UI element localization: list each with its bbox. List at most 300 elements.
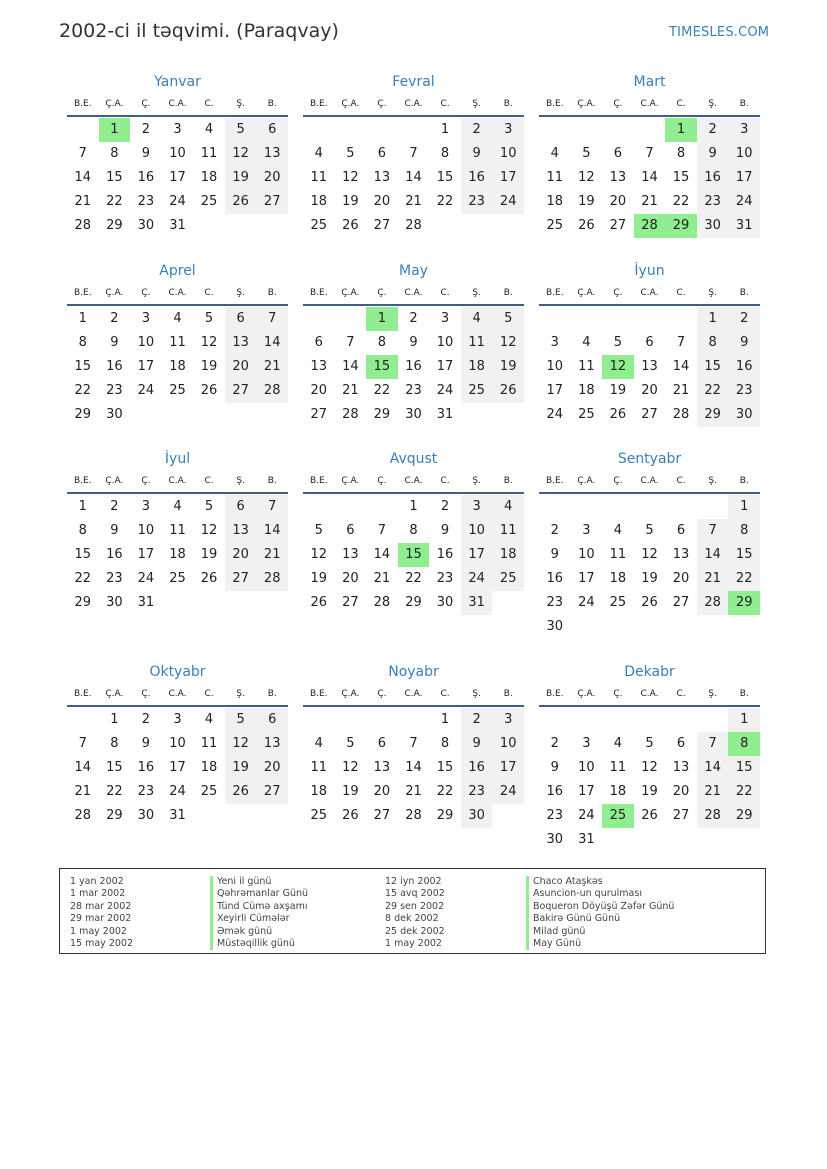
- month-dekabr: [539, 661, 760, 852]
- day-cell: 8: [377, 335, 387, 350]
- day-cell: 13: [373, 170, 391, 185]
- legend-date: 1 mar 2002: [70, 888, 126, 900]
- legend-date: 1 may 2002: [385, 937, 442, 949]
- weekday-label: C.: [440, 689, 450, 699]
- day-cell: 29: [74, 595, 92, 610]
- legend-date: 8 dek 2002: [385, 913, 439, 925]
- weekday-label: Ç.A.: [577, 288, 596, 298]
- empty-cell: [335, 118, 367, 142]
- empty-cell: [602, 708, 634, 732]
- day-cell: 10: [169, 146, 186, 161]
- day-cell: 12: [578, 170, 595, 185]
- day-cell: 25: [200, 194, 218, 209]
- day-cell: 15: [728, 543, 760, 567]
- weekday-label: B.: [503, 476, 513, 486]
- empty-cell: [602, 118, 634, 142]
- day-cell: 3: [173, 122, 182, 137]
- holiday-legend: [59, 868, 766, 954]
- day-cell: 18: [578, 383, 595, 398]
- day-cell: 21: [74, 784, 92, 799]
- weekday-label: Ç.: [377, 99, 387, 109]
- day-cell: 20: [672, 571, 690, 586]
- day-grid: [539, 118, 760, 238]
- weekday-label: C.: [204, 99, 214, 109]
- day-cell: 18: [546, 194, 564, 209]
- weekday-label: B.E.: [73, 288, 92, 298]
- day-cell: 28: [256, 379, 288, 403]
- day-cell: 23: [461, 190, 493, 214]
- day-cell: 23: [546, 808, 564, 823]
- day-cell: 31: [728, 214, 760, 238]
- day-cell: 6: [256, 708, 288, 732]
- day-cell: 26: [310, 595, 328, 610]
- day-cell: 8: [697, 331, 729, 355]
- legend-date: 25 dek 2002: [385, 925, 445, 937]
- day-cell: 23: [106, 571, 123, 586]
- day-cell: 18: [461, 355, 493, 379]
- holiday-day-cell: 15: [398, 543, 430, 567]
- day-cell: 23: [461, 780, 493, 804]
- empty-cell: [539, 495, 571, 519]
- day-cell: 8: [409, 523, 418, 538]
- day-cell: 10: [546, 359, 564, 374]
- weekday-label: Ç.: [377, 476, 387, 486]
- day-cell: 27: [641, 407, 658, 422]
- day-cell: 30: [436, 595, 454, 610]
- day-cell: 18: [310, 784, 328, 799]
- day-cell: 13: [373, 760, 391, 775]
- weekday-header: [303, 282, 524, 306]
- day-cell: 10: [578, 760, 595, 775]
- holiday-day-cell: 1: [665, 118, 697, 142]
- day-grid: [303, 495, 524, 615]
- month-name: Sentyabr: [617, 451, 682, 467]
- day-grid: [303, 307, 524, 427]
- day-cell: 6: [225, 307, 257, 331]
- weekday-label: Ç.A.: [577, 99, 596, 109]
- day-cell: 9: [409, 335, 418, 350]
- day-cell: 24: [169, 784, 186, 799]
- day-cell: 9: [697, 142, 729, 166]
- month-aprel: [67, 260, 288, 427]
- weekday-label: C.A.: [168, 288, 187, 298]
- weekday-label: Ş.: [708, 99, 717, 109]
- day-cell: 17: [461, 543, 493, 567]
- day-cell: 11: [310, 760, 328, 775]
- day-cell: 1: [78, 499, 87, 514]
- day-cell: 10: [728, 142, 760, 166]
- day-cell: 22: [436, 194, 454, 209]
- day-cell: 20: [310, 383, 328, 398]
- day-cell: 16: [697, 166, 729, 190]
- day-cell: 22: [74, 571, 92, 586]
- legend-date: 15 avq 2002: [385, 888, 445, 900]
- day-cell: 16: [546, 571, 564, 586]
- empty-cell: [539, 118, 571, 142]
- weekday-label: Ç.: [377, 689, 387, 699]
- weekday-label: B.E.: [73, 99, 92, 109]
- legend-names-left: [210, 876, 308, 950]
- weekday-label: B.E.: [309, 99, 328, 109]
- day-cell: 12: [200, 335, 218, 350]
- day-cell: 27: [256, 780, 288, 804]
- weekday-label: B.E.: [545, 288, 564, 298]
- day-cell: 4: [461, 307, 493, 331]
- day-cell: 16: [137, 170, 155, 185]
- day-cell: 27: [609, 218, 627, 233]
- day-cell: 10: [492, 732, 524, 756]
- day-cell: 11: [492, 519, 524, 543]
- day-cell: 6: [377, 736, 387, 751]
- day-cell: 10: [492, 142, 524, 166]
- weekday-label: B.: [267, 689, 277, 699]
- weekday-label: B.E.: [545, 689, 564, 699]
- weekday-label: C.: [204, 689, 214, 699]
- day-cell: 16: [546, 784, 564, 799]
- day-cell: 11: [461, 331, 493, 355]
- day-cell: 7: [256, 495, 288, 519]
- day-cell: 26: [200, 571, 218, 586]
- weekday-header: [303, 683, 524, 707]
- day-cell: 4: [204, 122, 214, 137]
- weekday-label: B.E.: [309, 689, 328, 699]
- day-cell: 25: [200, 784, 218, 799]
- day-cell: 3: [550, 335, 559, 350]
- day-cell: 7: [78, 736, 87, 751]
- day-grid: [539, 708, 760, 852]
- month-fevral: [303, 71, 524, 238]
- holiday-day-cell: 15: [366, 355, 398, 379]
- legend-date: 1 may 2002: [70, 925, 127, 937]
- day-cell: 15: [672, 170, 690, 185]
- day-cell: 2: [440, 499, 450, 514]
- day-cell: 20: [342, 571, 359, 586]
- day-cell: 8: [676, 146, 686, 161]
- day-cell: 2: [110, 499, 119, 514]
- weekday-label: B.: [503, 288, 513, 298]
- weekday-label: Ç.A.: [577, 689, 596, 699]
- day-cell: 29: [106, 808, 123, 823]
- day-cell: 25: [609, 595, 627, 610]
- empty-cell: [303, 708, 335, 732]
- month-name: Aprel: [159, 263, 196, 279]
- day-cell: 3: [141, 499, 151, 514]
- month-name: Dekabr: [624, 664, 675, 680]
- day-cell: 1: [440, 712, 450, 727]
- day-grid: [539, 495, 760, 639]
- weekday-label: B.E.: [73, 689, 92, 699]
- day-cell: 18: [609, 571, 627, 586]
- legend-holiday-name: Bakirə Günü Günü: [526, 913, 674, 925]
- weekday-label: Ş.: [236, 689, 245, 699]
- day-cell: 18: [310, 194, 328, 209]
- day-cell: 28: [74, 808, 92, 823]
- day-cell: 16: [461, 166, 493, 190]
- day-cell: 10: [169, 736, 186, 751]
- day-cell: 25: [310, 218, 328, 233]
- day-cell: 22: [74, 383, 92, 398]
- day-cell: 13: [256, 732, 288, 756]
- day-cell: 29: [74, 407, 92, 422]
- day-cell: 11: [609, 547, 627, 562]
- day-cell: 11: [546, 170, 564, 185]
- day-cell: 20: [373, 194, 391, 209]
- day-cell: 2: [461, 118, 493, 142]
- day-cell: 27: [373, 808, 391, 823]
- day-cell: 31: [137, 595, 155, 610]
- day-cell: 14: [697, 543, 729, 567]
- month-sentyabr: [539, 448, 760, 639]
- day-grid: [67, 307, 288, 427]
- day-cell: 6: [613, 146, 623, 161]
- month-name: Mart: [633, 74, 666, 90]
- day-cell: 4: [204, 712, 214, 727]
- day-cell: 29: [373, 407, 391, 422]
- day-cell: 21: [672, 383, 690, 398]
- day-cell: 29: [106, 218, 123, 233]
- weekday-label: C.: [204, 288, 214, 298]
- empty-cell: [303, 495, 335, 519]
- day-cell: 1: [409, 499, 418, 514]
- day-cell: 2: [550, 736, 559, 751]
- weekday-header: [67, 683, 288, 707]
- day-cell: 15: [728, 756, 760, 780]
- day-cell: 24: [578, 595, 595, 610]
- weekday-header: [67, 93, 288, 117]
- day-cell: 21: [697, 780, 729, 804]
- day-cell: 23: [436, 571, 454, 586]
- day-cell: 23: [697, 190, 729, 214]
- day-cell: 21: [342, 383, 359, 398]
- weekday-label: B.: [739, 288, 749, 298]
- holiday-day-cell: 1: [366, 307, 398, 331]
- day-cell: 2: [697, 118, 729, 142]
- day-cell: 19: [492, 355, 524, 379]
- empty-cell: [571, 708, 603, 732]
- day-cell: 29: [728, 804, 760, 828]
- day-grid: [67, 118, 288, 238]
- empty-cell: [539, 708, 571, 732]
- weekday-label: B.: [739, 689, 749, 699]
- day-grid: [67, 708, 288, 828]
- day-cell: 13: [256, 142, 288, 166]
- day-cell: 19: [641, 784, 658, 799]
- day-cell: 2: [141, 712, 151, 727]
- empty-cell: [67, 708, 99, 732]
- day-cell: 16: [405, 359, 422, 374]
- day-cell: 19: [609, 383, 627, 398]
- weekday-label: C.A.: [404, 476, 423, 486]
- day-grid: [539, 307, 760, 427]
- weekday-label: C.: [676, 99, 686, 109]
- day-cell: 29: [697, 403, 729, 427]
- weekday-header: [303, 93, 524, 117]
- weekday-label: Ç.A.: [341, 476, 360, 486]
- month-name: Avqust: [389, 451, 438, 467]
- weekday-label: Ş.: [708, 689, 717, 699]
- day-cell: 16: [728, 355, 760, 379]
- day-cell: 30: [137, 808, 155, 823]
- day-cell: 27: [373, 218, 391, 233]
- holiday-day-cell: 29: [728, 591, 760, 615]
- day-cell: 23: [106, 383, 123, 398]
- day-cell: 27: [256, 190, 288, 214]
- weekday-header: [67, 282, 288, 306]
- day-cell: 3: [141, 311, 151, 326]
- legend-holiday-name: Əmək günü: [210, 926, 308, 938]
- day-cell: 11: [200, 146, 218, 161]
- day-cell: 17: [137, 547, 155, 562]
- weekday-label: Ç.: [613, 689, 623, 699]
- day-cell: 14: [641, 170, 658, 185]
- day-cell: 12: [225, 732, 257, 756]
- legend-holiday-name: Milad günü: [526, 926, 674, 938]
- day-cell: 25: [492, 567, 524, 591]
- day-cell: 3: [582, 523, 591, 538]
- day-cell: 18: [200, 170, 218, 185]
- day-cell: 30: [405, 407, 422, 422]
- empty-cell: [335, 307, 367, 331]
- day-cell: 20: [373, 784, 391, 799]
- day-cell: 27: [672, 808, 690, 823]
- day-cell: 26: [200, 383, 218, 398]
- day-cell: 11: [578, 359, 595, 374]
- day-cell: 18: [169, 359, 186, 374]
- month-name: Yanvar: [154, 74, 201, 90]
- day-cell: 15: [74, 547, 92, 562]
- day-cell: 12: [342, 170, 359, 185]
- day-cell: 12: [641, 547, 658, 562]
- day-cell: 30: [106, 595, 123, 610]
- day-cell: 29: [436, 808, 454, 823]
- day-cell: 24: [169, 194, 186, 209]
- day-cell: 17: [169, 170, 186, 185]
- day-cell: 22: [728, 567, 760, 591]
- day-cell: 17: [546, 383, 564, 398]
- day-cell: 9: [110, 335, 119, 350]
- month-name: Oktyabr: [149, 664, 206, 680]
- day-cell: 20: [609, 194, 627, 209]
- weekday-label: Ş.: [472, 288, 481, 298]
- day-cell: 4: [314, 146, 323, 161]
- site-link[interactable]: TIMESLES.COM: [669, 25, 770, 40]
- day-cell: 7: [676, 335, 686, 350]
- day-cell: 18: [609, 784, 627, 799]
- day-grid: [67, 495, 288, 615]
- day-cell: 4: [314, 736, 323, 751]
- day-cell: 9: [461, 142, 493, 166]
- day-cell: 5: [613, 335, 623, 350]
- day-cell: 27: [672, 595, 690, 610]
- day-cell: 21: [697, 567, 729, 591]
- day-cell: 28: [256, 567, 288, 591]
- weekday-label: C.A.: [404, 288, 423, 298]
- day-cell: 15: [74, 359, 92, 374]
- day-cell: 3: [461, 495, 493, 519]
- day-cell: 6: [225, 495, 257, 519]
- weekday-label: Ç.: [141, 288, 151, 298]
- day-cell: 17: [578, 571, 595, 586]
- day-cell: 14: [74, 170, 92, 185]
- day-cell: 14: [405, 170, 422, 185]
- day-cell: 29: [405, 595, 422, 610]
- day-cell: 28: [405, 218, 422, 233]
- weekday-label: Ç.: [613, 99, 623, 109]
- legend-date: 12 iyn 2002: [385, 876, 442, 887]
- weekday-label: Ş.: [236, 99, 245, 109]
- day-cell: 13: [641, 359, 658, 374]
- holiday-day-cell: 8: [728, 732, 760, 756]
- weekday-label: Ç.A.: [105, 99, 124, 109]
- day-cell: 16: [106, 547, 123, 562]
- day-cell: 7: [256, 307, 288, 331]
- weekday-label: Ç.A.: [105, 689, 124, 699]
- empty-cell: [335, 708, 367, 732]
- day-cell: 9: [461, 732, 493, 756]
- day-cell: 31: [578, 832, 595, 847]
- empty-cell: [398, 118, 430, 142]
- day-cell: 13: [225, 331, 257, 355]
- day-cell: 23: [405, 383, 422, 398]
- day-cell: 8: [110, 736, 119, 751]
- day-cell: 9: [550, 547, 559, 562]
- month-name: İyul: [164, 451, 191, 467]
- day-cell: 18: [169, 547, 186, 562]
- weekday-label: B.E.: [545, 99, 564, 109]
- empty-cell: [67, 118, 99, 142]
- day-cell: 8: [78, 335, 87, 350]
- day-cell: 16: [137, 760, 155, 775]
- day-cell: 5: [492, 307, 524, 331]
- legend-holiday-name: Yeni il günü: [210, 876, 308, 888]
- weekday-header: [539, 282, 760, 306]
- day-cell: 30: [728, 403, 760, 427]
- empty-cell: [634, 118, 666, 142]
- day-cell: 9: [440, 523, 450, 538]
- weekday-label: Ç.A.: [105, 288, 124, 298]
- day-cell: 14: [697, 756, 729, 780]
- day-cell: 11: [169, 523, 186, 538]
- day-cell: 26: [342, 218, 359, 233]
- day-cell: 22: [405, 571, 422, 586]
- day-cell: 6: [256, 118, 288, 142]
- weekday-label: Ş.: [472, 99, 481, 109]
- weekday-label: C.: [440, 476, 450, 486]
- day-cell: 17: [728, 166, 760, 190]
- day-cell: 20: [225, 355, 257, 379]
- day-cell: 30: [106, 407, 123, 422]
- day-cell: 9: [110, 523, 119, 538]
- weekday-label: B.: [267, 476, 277, 486]
- day-cell: 5: [582, 146, 591, 161]
- day-cell: 6: [676, 736, 686, 751]
- weekday-label: Ç.: [377, 288, 387, 298]
- day-grid: [303, 118, 524, 238]
- day-cell: 6: [377, 146, 387, 161]
- day-cell: 20: [225, 543, 257, 567]
- day-cell: 2: [141, 122, 151, 137]
- day-cell: 28: [373, 595, 391, 610]
- legend-holiday-name: Qəhrəmanlar Günü: [210, 888, 308, 900]
- day-cell: 10: [461, 519, 493, 543]
- day-cell: 26: [225, 780, 257, 804]
- day-cell: 15: [106, 170, 123, 185]
- day-cell: 26: [641, 808, 658, 823]
- day-cell: 23: [546, 595, 564, 610]
- weekday-label: Ş.: [236, 476, 245, 486]
- empty-cell: [303, 118, 335, 142]
- day-cell: 15: [436, 760, 454, 775]
